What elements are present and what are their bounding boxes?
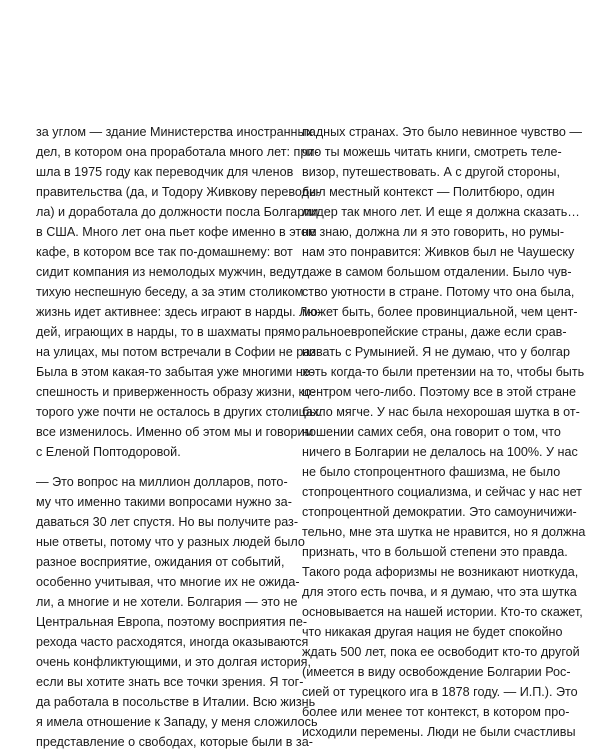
text-line: кафе, в котором все так по-домашнему: вот: [36, 245, 293, 259]
text-line: Центральная Европа, поэтому восприятия пе-: [36, 615, 308, 629]
text-line: — Это вопрос на миллион долларов, пото-: [36, 475, 288, 489]
text-line: признать, что в большой степени это правда.: [302, 545, 568, 559]
text-line: Такого рода афоризмы не возникают ниоткуда,: [302, 565, 579, 579]
text-line: да работала в посольстве в Италии. Всю жизнь: [36, 695, 316, 709]
text-line: тельно, мне эта шутка не нравится, но я должна: [302, 525, 586, 539]
text-line: визор, путешествовать. А с другой стороны,: [302, 165, 560, 179]
text-line: сидит компания из немолодых мужчин, ведут: [36, 265, 303, 279]
text-line: основывается на нашей истории. Кто-то скажет,: [302, 605, 583, 619]
text-line: ли, а многие и не хотели. Болгария — это не: [36, 595, 298, 609]
text-line: для этого есть почва, и я думаю, что эта шутка: [302, 585, 577, 599]
text-line: спешность и приверженность образу жизни, ко-: [36, 385, 316, 399]
text-line: не было стопроцентного фашизма, не было: [302, 465, 561, 479]
text-line: ство уютности в стране. Потому что она была,: [302, 285, 575, 299]
text-line: му что именно такими вопросами нужно за-: [36, 495, 292, 509]
text-line: Была в этом какая-то забытая уже многими не-: [36, 365, 314, 379]
text-line: стопроцентной демократии. Это самоуничижи-: [302, 505, 577, 519]
text-line: ные ответы, потому что у разных людей было: [36, 535, 305, 549]
left-column: [36, 122, 323, 752]
text-line: даже в самом большом отдалении. Было чув-: [302, 265, 572, 279]
text-line: дел, в котором она проработала много лет: при-: [36, 145, 319, 159]
text-line: более или менее тот контекст, в котором про-: [302, 705, 570, 719]
text-line: нам это понравится: Живков был не Чаушеску: [302, 245, 575, 259]
text-line: очень конфликтующими, и это долгая история,: [36, 655, 311, 669]
text-line: (имеется в виду освобождение Болгарии Рос-: [302, 665, 571, 679]
text-line: если вы хотите знать все точки зрения. Я тог-: [36, 675, 304, 689]
text-line: за углом — здание Министерства иностранных: [36, 125, 313, 139]
text-line: тихую неспешную беседу, а за этим столиком: [36, 285, 304, 299]
text-line: падных странах. Это было невинное чувство —: [302, 125, 582, 139]
text-line: что никакая другая нация не будет спокойно: [302, 625, 563, 639]
text-line: может быть, более провинциальной, чем цент-: [302, 305, 578, 319]
text-line: было мягче. У нас была нехорошая шутка в от-: [302, 405, 580, 419]
paragraph-1: [36, 122, 323, 462]
text-line: шла в 1975 году как переводчик для членов: [36, 165, 294, 179]
text-line: торого уже почти не осталось в других столицах:: [36, 405, 323, 419]
text-line: правительства (да, и Тодору Живкову переводи-: [36, 185, 321, 199]
paragraph-2: [36, 472, 318, 752]
text-line: все изменилось. Именно об этом мы и говорим: [36, 425, 314, 439]
text-line: лидер так много лет. И еще я должна сказать…: [302, 205, 580, 219]
paragraph-gap: [36, 462, 296, 472]
text-line: не знаю, должна ли я это говорить, но румы-: [302, 225, 565, 239]
text-line: что ты можешь читать книги, смотреть теле-: [302, 145, 562, 159]
text-line: особенно учитывая, что многие их не ожида-: [36, 575, 300, 589]
text-line: дей, играющих в нарды, то в шахматы прямо: [36, 325, 301, 339]
text-line: центром чего-либо. Поэтому все в этой стране: [302, 385, 576, 399]
text-line: разное восприятие, ожидания от событий,: [36, 555, 285, 569]
right-column: [302, 122, 586, 742]
text-line: исходили перемены. Люди не были счастливы: [302, 725, 576, 739]
text-line: на улицах, мы потом встречали в Софии не раз.: [36, 345, 320, 359]
text-line: ральноевропейские страны, даже если срав-: [302, 325, 567, 339]
text-line: ничего в Болгарии не делалось на 100%. У нас: [302, 445, 578, 459]
text-line: даваться 30 лет спустя. Но вы получите раз-: [36, 515, 299, 529]
text-line: представление о свободах, которые были в за-: [36, 735, 313, 749]
text-line: жизнь идет активнее: здесь играют в нарды. Лю-: [36, 305, 322, 319]
text-line: стопроцентного социализма, и сейчас у нас нет: [302, 485, 582, 499]
text-line: был местный контекст — Политбюро, один: [302, 185, 555, 199]
text-line: сией от турецкого ига в 1878 году. — И.П.). Это: [302, 685, 578, 699]
text-line: я имела отношение к Западу, у меня сложилось: [36, 715, 318, 729]
text-line: с Еленой Поптодоровой.: [36, 445, 181, 459]
text-line: ла) и доработала до должности посла Болгарии: [36, 205, 319, 219]
text-line: в США. Много лет она пьет кофе именно в этом: [36, 225, 317, 239]
text-line: рехода часто расходятся, иногда оказываются: [36, 635, 309, 649]
text-line: ношении самих себя, она говорит о том, что: [302, 425, 561, 439]
text-line: нивать с Румынией. Я не думаю, что у болгар: [302, 345, 570, 359]
text-line: ждать 500 лет, пока ее освободит кто-то другой: [302, 645, 580, 659]
text-line: хоть когда-то были претензии на то, чтобы быть: [302, 365, 585, 379]
